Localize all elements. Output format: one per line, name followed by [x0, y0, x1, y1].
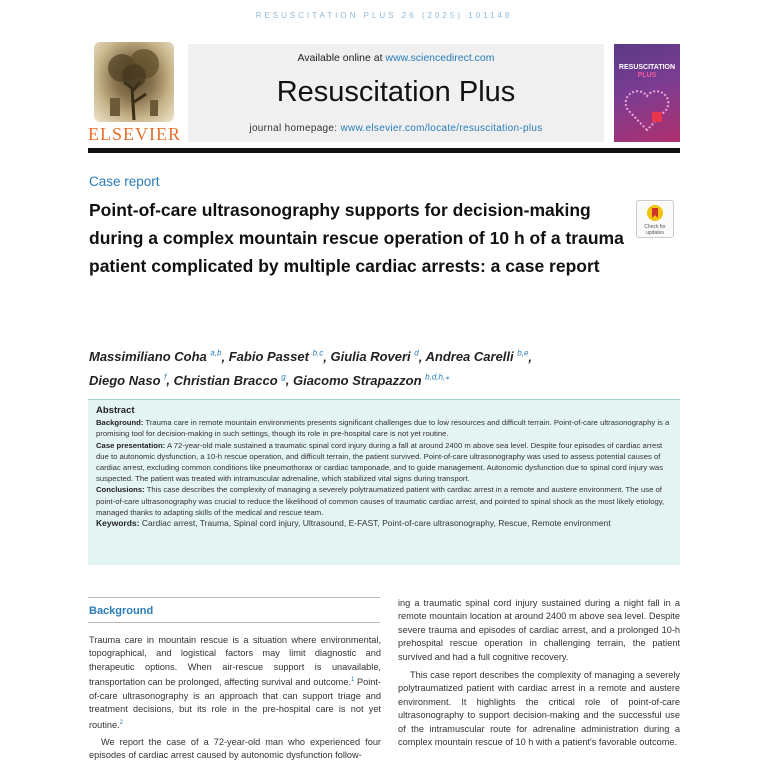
paper-title: Point-of-care ultrasonography supports for decision-making during a complex mountain rescue operation of 10 h of a trauma patient complicated by multiple cardiac arrests: a case report: [89, 200, 624, 276]
check-for-updates-label: Check for updates: [644, 224, 666, 236]
elsevier-wordmark: ELSEVIER: [88, 124, 181, 144]
available-online: [188, 52, 604, 64]
journal-cover[interactable]: [614, 44, 680, 142]
abstract-conclusions: Conclusions: This case describes the complexity of managing a severely polytraumatized patient with cardiac arrest in a remote and austere environment. The use of point-of-care ultrasonography was crucial to reduce the likelihood of common causes of traumatic cardiac arrest, and pointed to spinal shock as the most likely etiology, managed thanks to adapting skills of the medical and rescue team.: [96, 485, 665, 517]
journal-header: [188, 44, 604, 142]
author[interactable]: Andrea Carelli $^{b,e}$: [425, 349, 529, 365]
journal-title: Resuscitation Plus: [276, 76, 516, 108]
reference-link[interactable]: 2: [119, 719, 123, 726]
abstract-top-rule: [88, 399, 680, 400]
author[interactable]: Giulia Roveri $^d$: [330, 349, 419, 365]
check-for-updates-badge[interactable]: [636, 200, 674, 238]
sciencedirect-link[interactable]: www.sciencedirect.com: [385, 52, 495, 64]
author[interactable]: Christian Bracco $^g$: [173, 372, 286, 388]
abstract-keywords: Keywords: Cardiac arrest, Trauma, Spinal cord injury, Ultrasound, E-FAST, Point-of-care ultrasonography, Rescue, Remote environment: [96, 518, 611, 529]
bookmark-icon: [646, 204, 664, 222]
section-rule: [88, 597, 380, 598]
author[interactable]: Massimiliano Coha $^{a,b}$: [89, 349, 222, 365]
author[interactable]: Fabio Passet $^{b,c}$: [228, 349, 324, 365]
running-head: RESUSCITATION PLUS 26 (2025) 101148: [255, 11, 513, 20]
abstract-box: [88, 399, 680, 565]
cover-title-text: RESUSCITATION: [618, 64, 676, 71]
section-rule: [88, 622, 380, 623]
body-paragraph: Trauma care in mountain rescue is a situation where environmental, topographical, and logistical factors may limit diagnostic and therapeutic options. When air-rescue support is unavailable, transportation can be prolonged, affecting survival and outcome.$^1$ Point-of-care ultrasonography is an approach that can support triage and treatment decisions, but its role in the pre-hospital care is not yet routine.$^2$: [89, 635, 381, 730]
cover-title: [614, 64, 680, 80]
elsevier-tree-icon: [94, 42, 174, 122]
abstract-background: Background: Trauma care in remote mountain environments presents significant challenges due to low resources and difficult terrain. Point-of-care ultrasonography is a promising tool for decision-making in such settings, though its role in pre-hospital care is not yet routine.: [96, 418, 670, 439]
cover-subtitle-text: PLUS: [637, 72, 657, 79]
available-prefix: Available online at: [297, 52, 386, 64]
section-heading-background: Background: [89, 605, 154, 617]
elsevier-logo[interactable]: [88, 42, 180, 142]
body-paragraph: ing a traumatic spinal cord injury sustained during a night fall in a remote mountain location at around 2400 m above sea level. Despite severe trauma and episodes of cardiac arrest, and a prolonged 10-h prehospital rescue operation in challenging terrain, the patient survived and had a full cognitive recovery.: [398, 598, 680, 662]
heart-icon: [624, 88, 670, 132]
reference-link[interactable]: 1: [351, 677, 355, 684]
body-paragraph: This case report describes the complexity of managing a severely polytraumatized patient with cardiac arrest in a remote and austere environment. It highlights the critical role of point-of-care ultrasonography to support decision-making and the successful use of the intramuscular route for adrenaline administration during a complex mountain rescue of 10 h with a patient's favorable outcome.: [398, 670, 680, 748]
abstract-case-presentation: Case presentation: A 72-year-old male sustained a traumatic spinal cord injury during a fall at around 2400 m above sea level. Despite four episodes of cardiac arrest due to autonomic dysfunction, a 10-h rescue operation, and difficult terrain, the patient survived. Point-of-care ultrasonography was used to assess potential causes of cardiac arrest, excluding common conditions like pneumothorax or cardiac tamponade, and to guide management. Autonomic dysfunction due to spinal cord injury was suspected. The patient was treated with intramuscular adrenaline, which stabilized vital signs during transport.: [96, 440, 664, 484]
author-list: Massimiliano Coha $^{a,b}$, Fabio Passet $^{b,c}$, Giulia Roveri $^d$, Andrea Carelli $^{b,e}$, Diego Naso $^f$, Christian Bracco $^g$, Giacomo Strapazzon $^{b,d,h,⁎}$: [89, 349, 533, 388]
journal-homepage: [188, 123, 604, 134]
author[interactable]: Diego Naso $^f$: [89, 372, 167, 388]
body-column-right: [398, 597, 680, 754]
author[interactable]: Giacomo Strapazzon $^{b,d,h,⁎}$: [292, 372, 450, 388]
journal-homepage-link[interactable]: www.elsevier.com/locate/resuscitation-plus: [340, 123, 543, 134]
header-rule: [88, 148, 680, 153]
body-column-left: [89, 634, 381, 767]
article-type: Case report: [89, 174, 160, 189]
homepage-prefix: journal homepage:: [249, 123, 341, 134]
body-paragraph: We report the case of a 72-year-old man who experienced four episodes of cardiac arrest caused by autonomic dysfunction follow-: [89, 736, 381, 761]
abstract-heading: Abstract: [96, 405, 135, 416]
